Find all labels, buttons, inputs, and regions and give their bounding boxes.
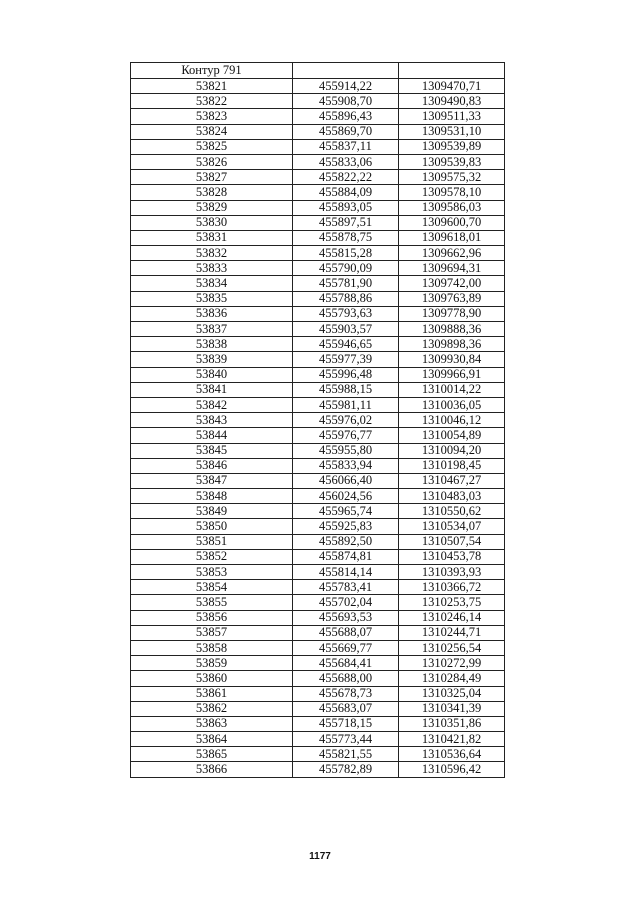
point-number-cell: 53863 bbox=[131, 716, 293, 731]
point-number-cell: 53833 bbox=[131, 261, 293, 276]
table-row bbox=[131, 640, 505, 655]
x-coordinate-cell: 455822,22 bbox=[293, 170, 399, 185]
point-number-cell: 53828 bbox=[131, 185, 293, 200]
table-row bbox=[131, 170, 505, 185]
y-coordinate-cell: 1309888,36 bbox=[399, 322, 505, 337]
table-row bbox=[131, 625, 505, 640]
x-coordinate-cell: 455693,53 bbox=[293, 610, 399, 625]
y-coordinate-cell: 1310253,75 bbox=[399, 595, 505, 610]
x-coordinate-cell: 455874,81 bbox=[293, 549, 399, 564]
table-row bbox=[131, 716, 505, 731]
table-row bbox=[131, 337, 505, 352]
x-coordinate-cell: 455884,09 bbox=[293, 185, 399, 200]
table-row bbox=[131, 413, 505, 428]
x-coordinate-cell: 455781,90 bbox=[293, 276, 399, 291]
x-coordinate-cell: 455965,74 bbox=[293, 504, 399, 519]
x-coordinate-cell: 455946,65 bbox=[293, 337, 399, 352]
point-number-cell: 53865 bbox=[131, 747, 293, 762]
x-coordinate-cell: 455869,70 bbox=[293, 124, 399, 139]
y-coordinate-cell: 1310272,99 bbox=[399, 656, 505, 671]
point-number-cell: 53846 bbox=[131, 458, 293, 473]
x-coordinate-cell: 455977,39 bbox=[293, 352, 399, 367]
x-coordinate-cell: 455833,06 bbox=[293, 154, 399, 169]
x-coordinate-cell: 455782,89 bbox=[293, 762, 399, 777]
y-coordinate-cell: 1309578,10 bbox=[399, 185, 505, 200]
y-coordinate-cell: 1310036,05 bbox=[399, 397, 505, 412]
y-coordinate-cell: 1309539,89 bbox=[399, 139, 505, 154]
point-number-cell: 53843 bbox=[131, 413, 293, 428]
point-number-cell: 53848 bbox=[131, 489, 293, 504]
y-coordinate-cell: 1309763,89 bbox=[399, 291, 505, 306]
x-coordinate-cell: 455914,22 bbox=[293, 79, 399, 94]
point-number-cell: 53856 bbox=[131, 610, 293, 625]
point-number-cell: 53823 bbox=[131, 109, 293, 124]
point-number-cell: 53836 bbox=[131, 306, 293, 321]
page-number: 1177 bbox=[309, 851, 331, 862]
y-coordinate-cell: 1310198,45 bbox=[399, 458, 505, 473]
table-row bbox=[131, 382, 505, 397]
x-coordinate-cell: 455903,57 bbox=[293, 322, 399, 337]
point-number-cell: 53844 bbox=[131, 428, 293, 443]
point-number-cell: 53842 bbox=[131, 397, 293, 412]
point-number-cell: 53825 bbox=[131, 139, 293, 154]
x-coordinate-cell: 455981,11 bbox=[293, 397, 399, 412]
table-row bbox=[131, 261, 505, 276]
y-coordinate-cell: 1309470,71 bbox=[399, 79, 505, 94]
x-coordinate-cell: 455688,07 bbox=[293, 625, 399, 640]
contour-title-cell: Контур 791 bbox=[131, 63, 293, 79]
table-row bbox=[131, 94, 505, 109]
table-row bbox=[131, 489, 505, 504]
table-row bbox=[131, 109, 505, 124]
point-number-cell: 53852 bbox=[131, 549, 293, 564]
point-number-cell: 53862 bbox=[131, 701, 293, 716]
point-number-cell: 53858 bbox=[131, 640, 293, 655]
table-row bbox=[131, 565, 505, 580]
x-coordinate-cell: 455790,09 bbox=[293, 261, 399, 276]
x-coordinate-cell: 455821,55 bbox=[293, 747, 399, 762]
y-coordinate-cell: 1309511,33 bbox=[399, 109, 505, 124]
y-coordinate-cell: 1310596,42 bbox=[399, 762, 505, 777]
table-row bbox=[131, 504, 505, 519]
table-row bbox=[131, 519, 505, 534]
point-number-cell: 53841 bbox=[131, 382, 293, 397]
table-row bbox=[131, 747, 505, 762]
table-row bbox=[131, 322, 505, 337]
y-coordinate-cell: 1310534,07 bbox=[399, 519, 505, 534]
x-coordinate-cell: 455773,44 bbox=[293, 732, 399, 747]
y-coordinate-cell: 1310483,03 bbox=[399, 489, 505, 504]
x-coordinate-cell: 455833,94 bbox=[293, 458, 399, 473]
point-number-cell: 53835 bbox=[131, 291, 293, 306]
y-coordinate-cell: 1310536,64 bbox=[399, 747, 505, 762]
point-number-cell: 53860 bbox=[131, 671, 293, 686]
y-coordinate-cell: 1309898,36 bbox=[399, 337, 505, 352]
table-header-row bbox=[131, 63, 505, 79]
point-number-cell: 53822 bbox=[131, 94, 293, 109]
y-coordinate-cell: 1309930,84 bbox=[399, 352, 505, 367]
table-row bbox=[131, 732, 505, 747]
x-coordinate-cell: 455702,04 bbox=[293, 595, 399, 610]
coordinates-table bbox=[130, 62, 505, 778]
x-coordinate-cell: 455925,83 bbox=[293, 519, 399, 534]
point-number-cell: 53853 bbox=[131, 565, 293, 580]
point-number-cell: 53854 bbox=[131, 580, 293, 595]
point-number-cell: 53826 bbox=[131, 154, 293, 169]
y-coordinate-cell: 1310507,54 bbox=[399, 534, 505, 549]
point-number-cell: 53859 bbox=[131, 656, 293, 671]
x-coordinate-cell: 455793,63 bbox=[293, 306, 399, 321]
x-coordinate-cell: 455688,00 bbox=[293, 671, 399, 686]
table-row bbox=[131, 367, 505, 382]
table-row bbox=[131, 610, 505, 625]
point-number-cell: 53845 bbox=[131, 443, 293, 458]
table-row bbox=[131, 428, 505, 443]
y-coordinate-cell: 1310550,62 bbox=[399, 504, 505, 519]
x-coordinate-cell: 455988,15 bbox=[293, 382, 399, 397]
point-number-cell: 53847 bbox=[131, 473, 293, 488]
y-coordinate-cell: 1310341,39 bbox=[399, 701, 505, 716]
x-coordinate-cell: 455783,41 bbox=[293, 580, 399, 595]
y-coordinate-cell: 1310094,20 bbox=[399, 443, 505, 458]
table-row bbox=[131, 200, 505, 215]
table-row bbox=[131, 306, 505, 321]
point-number-cell: 53832 bbox=[131, 246, 293, 261]
x-coordinate-cell: 456066,40 bbox=[293, 473, 399, 488]
table-row bbox=[131, 397, 505, 412]
y-coordinate-cell: 1309531,10 bbox=[399, 124, 505, 139]
table-row bbox=[131, 215, 505, 230]
x-coordinate-cell: 455892,50 bbox=[293, 534, 399, 549]
table-row bbox=[131, 534, 505, 549]
y-coordinate-cell: 1309742,00 bbox=[399, 276, 505, 291]
table-row bbox=[131, 473, 505, 488]
x-coordinate-cell: 455814,14 bbox=[293, 565, 399, 580]
x-coordinate-cell: 455837,11 bbox=[293, 139, 399, 154]
point-number-cell: 53839 bbox=[131, 352, 293, 367]
y-coordinate-cell: 1309575,32 bbox=[399, 170, 505, 185]
point-number-cell: 53855 bbox=[131, 595, 293, 610]
y-coordinate-cell: 1310244,71 bbox=[399, 625, 505, 640]
x-coordinate-cell: 455976,02 bbox=[293, 413, 399, 428]
table-row bbox=[131, 246, 505, 261]
y-coordinate-cell: 1309662,96 bbox=[399, 246, 505, 261]
point-number-cell: 53831 bbox=[131, 230, 293, 245]
table-row bbox=[131, 549, 505, 564]
x-coordinate-cell: 455718,15 bbox=[293, 716, 399, 731]
table-row bbox=[131, 230, 505, 245]
y-coordinate-cell: 1310054,89 bbox=[399, 428, 505, 443]
point-number-cell: 53861 bbox=[131, 686, 293, 701]
y-coordinate-cell: 1309966,91 bbox=[399, 367, 505, 382]
y-coordinate-cell: 1309600,70 bbox=[399, 215, 505, 230]
point-number-cell: 53849 bbox=[131, 504, 293, 519]
x-coordinate-cell: 455897,51 bbox=[293, 215, 399, 230]
x-coordinate-cell: 455788,86 bbox=[293, 291, 399, 306]
table-row bbox=[131, 185, 505, 200]
y-coordinate-cell: 1309778,90 bbox=[399, 306, 505, 321]
x-coordinate-cell: 455683,07 bbox=[293, 701, 399, 716]
x-coordinate-cell: 455669,77 bbox=[293, 640, 399, 655]
table-row bbox=[131, 79, 505, 94]
x-coordinate-cell: 455878,75 bbox=[293, 230, 399, 245]
header-cell-y bbox=[399, 63, 505, 79]
point-number-cell: 53838 bbox=[131, 337, 293, 352]
x-coordinate-cell: 455976,77 bbox=[293, 428, 399, 443]
y-coordinate-cell: 1310284,49 bbox=[399, 671, 505, 686]
table-row bbox=[131, 139, 505, 154]
table-row bbox=[131, 671, 505, 686]
table-row bbox=[131, 291, 505, 306]
x-coordinate-cell: 455893,05 bbox=[293, 200, 399, 215]
x-coordinate-cell: 455815,28 bbox=[293, 246, 399, 261]
point-number-cell: 53837 bbox=[131, 322, 293, 337]
table-row bbox=[131, 686, 505, 701]
y-coordinate-cell: 1310325,04 bbox=[399, 686, 505, 701]
point-number-cell: 53830 bbox=[131, 215, 293, 230]
point-number-cell: 53851 bbox=[131, 534, 293, 549]
y-coordinate-cell: 1310366,72 bbox=[399, 580, 505, 595]
x-coordinate-cell: 456024,56 bbox=[293, 489, 399, 504]
y-coordinate-cell: 1310453,78 bbox=[399, 549, 505, 564]
table-row bbox=[131, 124, 505, 139]
point-number-cell: 53857 bbox=[131, 625, 293, 640]
y-coordinate-cell: 1309618,01 bbox=[399, 230, 505, 245]
x-coordinate-cell: 455908,70 bbox=[293, 94, 399, 109]
y-coordinate-cell: 1310256,54 bbox=[399, 640, 505, 655]
x-coordinate-cell: 455684,41 bbox=[293, 656, 399, 671]
table-row bbox=[131, 154, 505, 169]
x-coordinate-cell: 455955,80 bbox=[293, 443, 399, 458]
y-coordinate-cell: 1310014,22 bbox=[399, 382, 505, 397]
y-coordinate-cell: 1310351,86 bbox=[399, 716, 505, 731]
table-row bbox=[131, 352, 505, 367]
point-number-cell: 53850 bbox=[131, 519, 293, 534]
point-number-cell: 53866 bbox=[131, 762, 293, 777]
point-number-cell: 53821 bbox=[131, 79, 293, 94]
table-row bbox=[131, 762, 505, 777]
point-number-cell: 53824 bbox=[131, 124, 293, 139]
y-coordinate-cell: 1310421,82 bbox=[399, 732, 505, 747]
coordinates-table-body bbox=[131, 63, 505, 778]
point-number-cell: 53827 bbox=[131, 170, 293, 185]
x-coordinate-cell: 455678,73 bbox=[293, 686, 399, 701]
point-number-cell: 53840 bbox=[131, 367, 293, 382]
y-coordinate-cell: 1309490,83 bbox=[399, 94, 505, 109]
y-coordinate-cell: 1309694,31 bbox=[399, 261, 505, 276]
point-number-cell: 53864 bbox=[131, 732, 293, 747]
y-coordinate-cell: 1309539,83 bbox=[399, 154, 505, 169]
y-coordinate-cell: 1310246,14 bbox=[399, 610, 505, 625]
header-cell-x bbox=[293, 63, 399, 79]
x-coordinate-cell: 455896,43 bbox=[293, 109, 399, 124]
table-row bbox=[131, 595, 505, 610]
point-number-cell: 53829 bbox=[131, 200, 293, 215]
y-coordinate-cell: 1310393,93 bbox=[399, 565, 505, 580]
table-row bbox=[131, 656, 505, 671]
table-row bbox=[131, 458, 505, 473]
y-coordinate-cell: 1310467,27 bbox=[399, 473, 505, 488]
table-row bbox=[131, 276, 505, 291]
point-number-cell: 53834 bbox=[131, 276, 293, 291]
table-row bbox=[131, 701, 505, 716]
x-coordinate-cell: 455996,48 bbox=[293, 367, 399, 382]
y-coordinate-cell: 1310046,12 bbox=[399, 413, 505, 428]
table-row bbox=[131, 580, 505, 595]
table-row bbox=[131, 443, 505, 458]
y-coordinate-cell: 1309586,03 bbox=[399, 200, 505, 215]
